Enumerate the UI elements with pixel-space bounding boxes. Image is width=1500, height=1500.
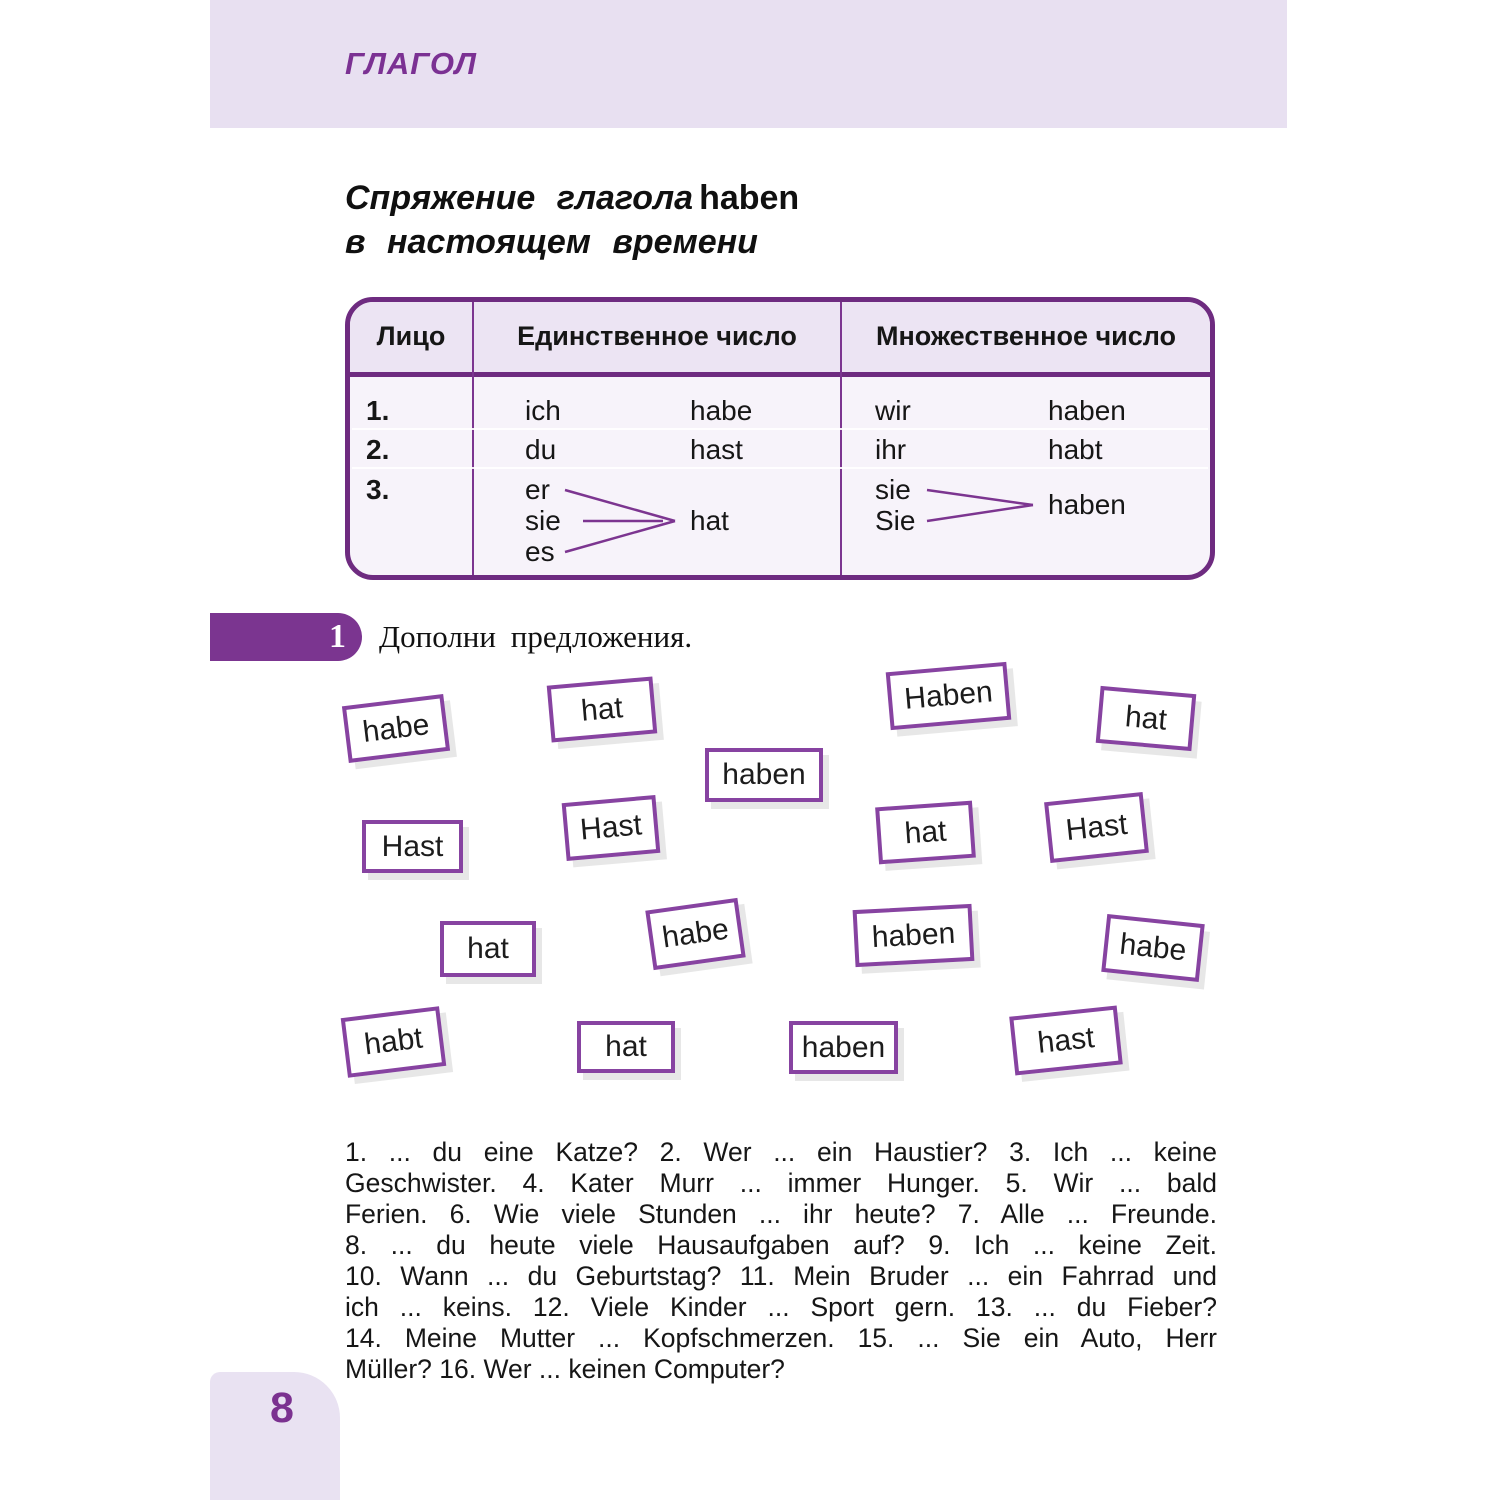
word-card: hat [875,801,976,865]
singular-merge-lines-icon [563,479,678,564]
pronoun: Sie [875,505,916,536]
exercise-tab [210,613,362,661]
sentences-paragraph [345,1137,1217,1385]
sentence-line: Geschwister. 4. Kater Murr ... immer Hunger. 5. Wir ... bald [345,1168,1217,1198]
word-card: Hast [562,795,661,861]
pronoun: sie [525,505,561,536]
pronoun: es [525,536,555,567]
header-divider [350,372,1210,377]
pronoun: wir [875,395,911,426]
sentence-line: Müller? 16. Wer ... keinen Computer? [345,1354,785,1384]
word-card: haben [789,1021,898,1074]
pronoun: ich [525,395,561,426]
doc-title-term: haben [699,179,800,217]
word-card: hat [577,1021,675,1073]
verb-form: hast [690,434,743,465]
section-heading: ГЛАГОЛ [345,46,477,81]
doc-title [345,176,799,264]
pronoun: du [525,434,557,465]
word-card: habe [645,898,745,970]
row-divider [352,467,1208,469]
word-card: hast [1009,1006,1123,1076]
row-number: 3. [366,474,390,505]
verb-form: hat [690,505,729,536]
col-header-person: Лицо [376,321,446,351]
word-card: haben [705,748,823,802]
row-divider [352,428,1208,430]
word-card: Haben [886,662,1012,730]
conjugation-table [345,297,1215,580]
sentence-line: 1. ... du eine Katze? 2. Wer ... ein Haustier? 3. Ich ... keine [345,1137,1217,1167]
word-card: haben [853,904,975,967]
row-number: 1. [366,395,390,426]
verb-form: haben [1048,489,1126,520]
word-card: habe [342,694,450,763]
word-card: hat [547,676,658,742]
exercise-instruction: Дополни предложения. [379,619,693,654]
sentence-line: 8. ... du heute viele Hausaufgaben auf? 9. Ich ... keine Zeit. [345,1230,1217,1260]
sentence-line: 14. Meine Mutter ... Kopfschmerzen. 15. ... Sie ein Auto, Herr [345,1323,1217,1353]
doc-title-line-2: в настоящем времени [345,223,758,261]
word-card: hat [1096,686,1197,751]
verb-form: haben [1048,395,1126,426]
word-card: habt [341,1006,447,1078]
pronoun: ihr [875,434,907,465]
word-card: habe [1101,914,1205,982]
pronoun: sie [875,474,911,505]
sentence-line: ich ... keins. 12. Viele Kinder ... Sport gern. 13. ... du Fieber? [345,1292,1217,1322]
verb-form: habt [1048,434,1103,465]
doc-title-line-1 [345,176,799,220]
col-header-singular: Единственное число [517,321,797,351]
header-band [210,0,1287,128]
sentence-line: Ferien. 6. Wie viele Stunden ... ihr heute? 7. Alle ... Freunde. [345,1199,1217,1229]
plural-merge-lines-icon [925,484,1040,529]
page-number-box [210,1372,340,1500]
sentence-line: 10. Wann ... du Geburtstag? 11. Mein Bruder ... ein Fahrrad und [345,1261,1217,1291]
col-header-plural: Множественное число [875,321,1177,351]
word-card: Hast [1044,792,1149,863]
row-number: 2. [366,434,390,465]
doc-title-russian: Спряжение глагола [345,179,694,217]
exercise-number: 1 [329,618,346,655]
page-number: 8 [270,1384,294,1432]
word-card: Hast [362,820,463,873]
verb-form: habe [690,395,753,426]
pronoun: er [525,474,550,505]
word-card: hat [440,921,536,977]
